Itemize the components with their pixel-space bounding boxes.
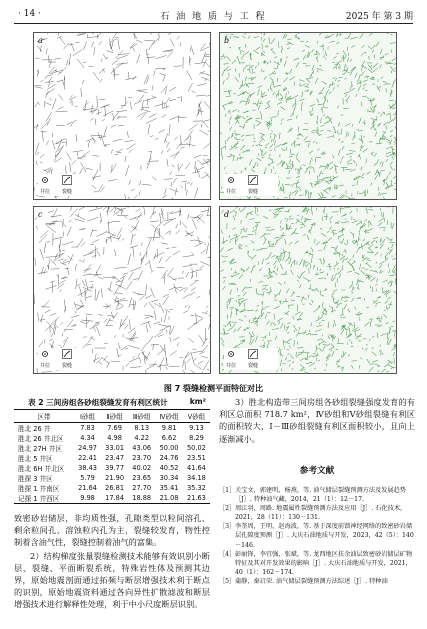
journal-title: 石 油 地 质 与 工 程	[160, 12, 267, 22]
panel-label: d	[224, 210, 230, 219]
running-header	[14, 6, 413, 22]
table-row	[14, 463, 210, 473]
table-row-label: 记探 1 井西区	[14, 493, 74, 504]
legend-fracture-label: 裂缝	[248, 363, 259, 369]
table-cell: 6.62	[161, 434, 177, 442]
figure-panel-c	[33, 206, 211, 374]
conclusion-3: 3）胜北构造带三间房组各砂组裂缝强度发育的有利区总面积 718.7 km²，Ⅳ砂组和Ⅴ砂组裂缝有利区的面积较大，Ⅰ－Ⅲ砂组裂缝有利区面积较小，且向上逐渐减小。	[219, 397, 415, 444]
figure-panel-d	[219, 206, 397, 374]
legend-well-label: 井位	[40, 363, 51, 369]
table-cell: 50.00	[159, 444, 179, 452]
reference-text: 彭丽锋，李宜强，张斌，等. 龙西地区扶余油层致密砂岩储层矿物特征及其对开发效果的影响［J］. 大庆石油地质与开发，2021，40（1）：162－174.	[235, 550, 413, 576]
table-column-header: Ⅳ砂组	[155, 410, 183, 423]
well-marker-icon	[40, 349, 50, 359]
table-column-header: Ⅱ砂组	[101, 410, 128, 423]
reference-number: ［3］	[219, 523, 236, 531]
table-cell: 24.76	[159, 454, 179, 462]
legend-well-label: 井位	[40, 189, 51, 195]
table-unit: km²	[189, 397, 206, 406]
panel-label: a	[38, 36, 43, 45]
table-cell: 24.97	[78, 444, 97, 452]
legend-fracture-label: 裂缝	[62, 363, 73, 369]
reference-text: 关宝文，郭建明，杨燕，等. 油气储层裂缝预测方法及发展趋势［J］. 特种油气藏，2014，21（1）：12－17.	[235, 487, 406, 504]
table-cell: 23.65	[132, 474, 152, 482]
table-cell: 4.22	[134, 434, 150, 442]
legend-well-label: 井位	[226, 363, 237, 369]
table-cell: 26.81	[105, 484, 125, 492]
table-cell: 9.98	[74, 493, 101, 504]
table-title-row	[14, 396, 210, 409]
table-row-label: 胜北 5 井区	[18, 455, 53, 463]
table-header-row	[14, 410, 210, 423]
table-cell: 23.47	[105, 454, 125, 462]
references-heading: 参考文献	[299, 466, 335, 476]
table-row-label: 胜探 1 井南区	[18, 485, 60, 493]
table-body	[14, 423, 210, 504]
header-rule	[14, 23, 413, 24]
table-column-header: 区带	[14, 410, 74, 423]
map-legend	[38, 348, 92, 370]
table-row	[14, 433, 210, 443]
table-column-header: Ⅲ砂组	[128, 410, 155, 423]
table-cell: 41.64	[186, 464, 206, 472]
table-cell: 27.70	[132, 484, 152, 492]
fracture-symbol-icon	[248, 349, 258, 359]
table-cell: 17.84	[101, 493, 128, 504]
well-marker-icon	[226, 349, 236, 359]
table-cell: 22.41	[78, 454, 97, 462]
table-row-label: 胜北 26 井北区	[18, 435, 64, 443]
reference-text: 李奎周，王明，赵海波，等. 基于深度前馈神经网络的致密砂岩储层孔隙度预测［J］. 大庆石油地质与开发，2023，42（5）：140－146.	[235, 523, 414, 549]
reference-number: ［5］	[219, 577, 236, 585]
table-cell: 21.08	[155, 493, 183, 504]
fracture-symbol-icon	[248, 175, 258, 185]
table-row-label: 胜北 27H 井区	[18, 445, 62, 453]
table-cell: 18.88	[128, 493, 155, 504]
table-cell: 38.43	[78, 464, 97, 472]
fracture-area-table	[14, 409, 210, 504]
page-number: · 14 ·	[18, 9, 41, 19]
table-cell: 5.79	[80, 474, 95, 482]
map-legend	[224, 348, 278, 370]
table-title: 表 2 三间房组各砂组裂缝发育有利区统计	[28, 398, 168, 407]
legend-fracture-label: 裂缝	[248, 189, 259, 195]
reference-text: 蒲静，秦启荣. 油气储层裂缝预测方法综述［J］. 特种油	[235, 577, 388, 585]
left-column-text	[14, 512, 210, 611]
table-row-label: 胜北 6H 井北区	[18, 465, 65, 473]
reference-number: ［1］	[219, 487, 236, 494]
table-cell: 9.81	[161, 424, 177, 432]
table-column-header: Ⅴ砂组	[183, 410, 210, 423]
reference-item	[219, 577, 417, 586]
reference-list	[219, 486, 417, 586]
right-column-text	[219, 396, 415, 445]
table-row	[14, 453, 210, 463]
table-row	[14, 473, 210, 483]
table-cell: 43.06	[132, 444, 152, 452]
table-row-label: 胜探 3 井区	[18, 475, 53, 483]
table-cell: 21.63	[183, 493, 210, 504]
panel-label: c	[38, 210, 43, 219]
table-row	[14, 423, 210, 434]
legend-fracture-label: 裂缝	[62, 189, 73, 195]
table-row	[14, 443, 210, 453]
table-cell: 39.77	[105, 464, 125, 472]
table-cell: 4.34	[80, 434, 95, 442]
figure-caption: 图 7 裂缝检测平面特征对比	[163, 384, 264, 393]
table-cell: 50.02	[186, 444, 206, 452]
table-cell: 8.29	[189, 434, 204, 442]
table-cell: 40.52	[159, 464, 179, 472]
reference-item	[219, 504, 417, 522]
conclusion-1-tail: 致密砂岩储层，非均质性强，孔隙类型以粒间溶孔、剩余粒间孔、溶蚀粒内孔为主，裂缝较发育，物性控制着含油气性，裂缝控制着油气的富集。	[14, 513, 210, 548]
reference-item	[219, 522, 417, 549]
table-cell: 9.13	[189, 424, 204, 432]
table-cell: 40.02	[132, 464, 152, 472]
conclusion-2: 2）结构梯度张量裂缝检测技术能够有效识别小断层、裂缝、平面断裂系统，特殊岩性体及预测其边界，原始地震剖面通过拓频与断层增强技术利于断点的识别，原始地震资料通过各向异性扩散滤波和断层增强技术进行解释性处理，利于中小尺度断层识别。	[14, 550, 210, 610]
reference-item	[219, 550, 417, 577]
fracture-symbol-icon	[62, 175, 72, 185]
figure-panel-b	[219, 32, 397, 200]
map-legend	[224, 174, 278, 196]
reference-number: ［2］	[219, 505, 236, 513]
table-2	[14, 396, 210, 504]
fracture-symbol-icon	[62, 349, 72, 359]
table-cell: 8.13	[134, 424, 150, 432]
well-marker-icon	[40, 175, 50, 185]
map-legend	[38, 174, 92, 196]
table-cell: 34.18	[186, 474, 206, 482]
table-cell: 21.64	[78, 484, 97, 492]
table-cell: 35.32	[186, 484, 206, 492]
table-cell: 30.34	[159, 474, 179, 482]
table-cell: 23.51	[186, 454, 206, 462]
legend-well-label: 井位	[226, 189, 237, 195]
table-cell: 21.90	[105, 474, 125, 482]
table-cell: 23.70	[132, 454, 152, 462]
table-row	[14, 483, 210, 493]
reference-item	[219, 486, 417, 504]
table-row	[14, 493, 210, 504]
table-column-header: Ⅰ砂组	[74, 410, 101, 423]
table-cell: 7.69	[107, 424, 122, 432]
panel-label: b	[224, 36, 230, 45]
table-cell: 7.83	[80, 424, 95, 432]
table-cell: 4.98	[107, 434, 122, 442]
issue-label: 2025 年 第 3 期	[345, 12, 413, 22]
reference-text: 周江羽，周路. 地震属性裂缝预测方法及应用［J］. 石化技术，2021，28（11）：130－131.	[235, 505, 407, 522]
reference-number: ［4］	[219, 550, 236, 558]
figure-panel-a	[33, 32, 211, 200]
table-cell: 33.01	[105, 444, 125, 452]
table-row-label: 胜北 26 井	[18, 425, 51, 433]
table-cell: 35.41	[159, 484, 179, 492]
well-marker-icon	[226, 175, 236, 185]
